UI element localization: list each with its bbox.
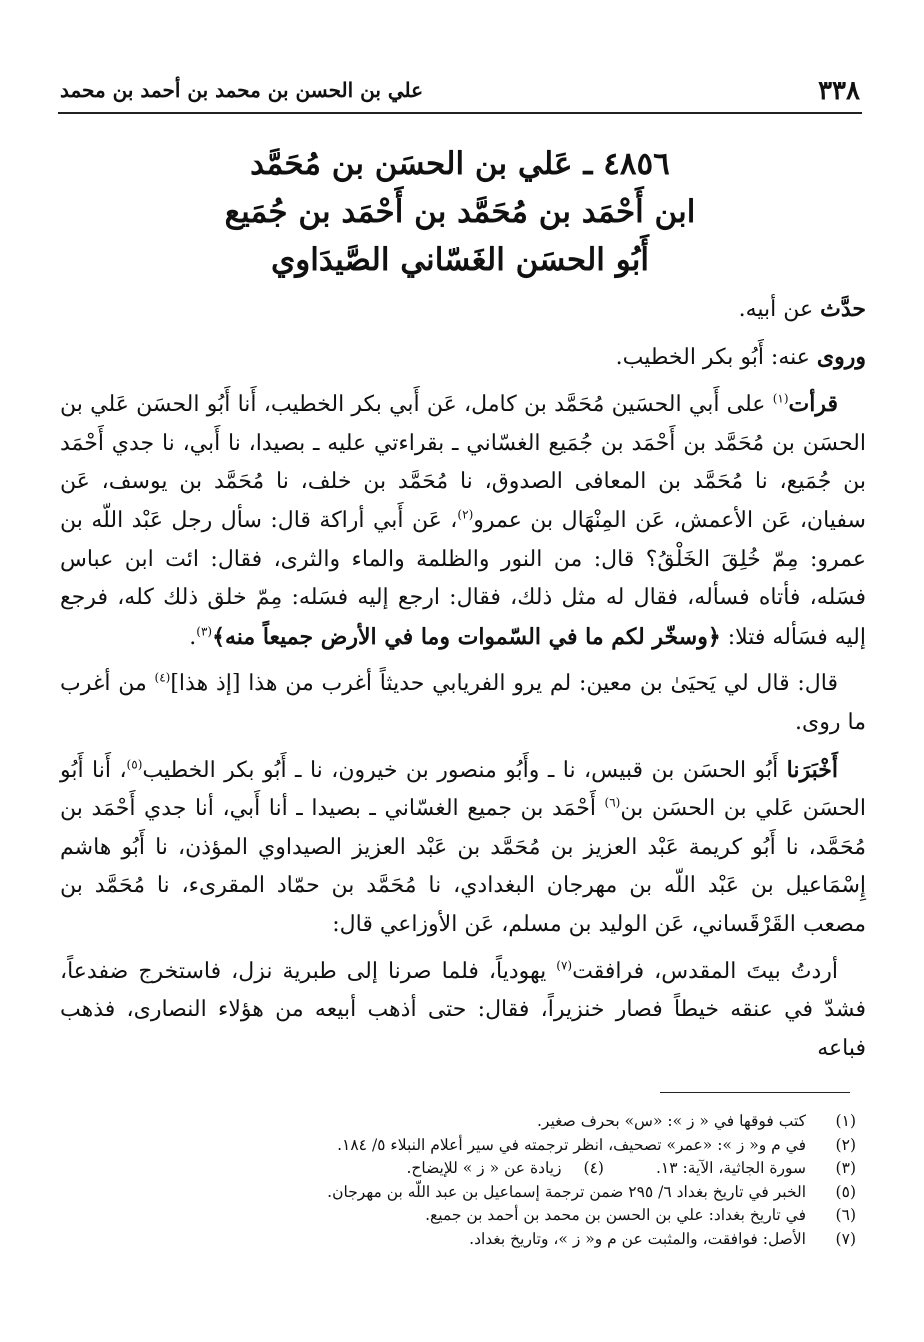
paragraph-text: على أَبي الحسَين مُحَمَّد بن كامل، عَن أَبي بكر الخطيب، أَنا أَبُو الحسَن عَلي بن الحسَن بن مُحَمَّد بن أَحْمَد بن جُمَيع الغسّاني ـ بقراءتي عليه ـ بصيدا، نا أَبي، نا جدي أَحْمَد بن جُمَيع، نا مُحَمَّد بن المعافى الصدوق، نا مُحَمَّد بن خلف، نا مُحَمَّد بن يوسف، عَن سفيان، عَن الأعمش، عَن المِنْهَال بن عمرو bbox=[60, 392, 866, 533]
footnote-ref-7[interactable]: (٧) bbox=[556, 958, 573, 973]
paragraph-5 bbox=[60, 751, 866, 945]
lead-word: أَخْبَرَنا bbox=[786, 756, 838, 783]
running-head: علي بن الحسن بن محمد بن أحمد بن محمد bbox=[60, 78, 424, 102]
footnote-number: (٤) bbox=[583, 1159, 604, 1178]
footnote-number: (١) bbox=[835, 1112, 856, 1130]
paragraph-4 bbox=[60, 665, 866, 742]
lead-word: قرأت bbox=[788, 391, 838, 418]
header-rule bbox=[58, 112, 862, 114]
paragraph-text: عنه: أَبُو بكر الخطيب. bbox=[615, 344, 817, 370]
footnote bbox=[66, 1204, 856, 1228]
paragraph-6 bbox=[60, 953, 866, 1069]
footnote-number: (٧) bbox=[835, 1229, 856, 1248]
paragraph-1 bbox=[60, 290, 866, 330]
paragraph-text: أردتُ بيتَ المقدس، فرافقت bbox=[572, 958, 838, 984]
paragraph-text: أَبُو الحسَن بن قبيس، نا ـ وأَبُو منصور بن خيرون، نا ـ أَبُو بكر الخطيب bbox=[142, 757, 787, 783]
footnote-text: في م و« ز »: «عمر» تصحيف، انظر ترجمته في سير أعلام النبلاء ٥/ ١٨٤. bbox=[337, 1135, 806, 1154]
main-text bbox=[60, 290, 866, 1068]
paragraph-2 bbox=[60, 338, 866, 378]
footnote-text: الخبر في تاريخ بغداد ٦/ ٢٩٥ ضمن ترجمة إسماعيل بن عبد اللّه بن مهرجان. bbox=[327, 1182, 806, 1201]
footnote bbox=[66, 1134, 856, 1158]
lead-word: وروى bbox=[816, 343, 866, 370]
footnote-ref-3[interactable]: (٣) bbox=[196, 624, 213, 639]
footnote-text: الأصل: فوافقت، والمثبت عن م و« ز »، وتاريخ بغداد. bbox=[469, 1229, 806, 1248]
paragraph-text: ، عَن أَبي أراكة قال: سأل رجل عَبْد اللّه بن عمرو: مِمّ خُلِقَ الخَلْقُ؟ قال: من النور والظلمة والماء والثرى، فقال: ائت ابن عباس فسَله، فأتاه فسأله، فقال له مثل ذلك، فقال: ارجع إليه فسَله: مِمّ خلق ذلك كله، فرجع إليه فسَأله فتلا: bbox=[60, 507, 866, 650]
footnote bbox=[66, 1110, 856, 1134]
footnote-ref-4[interactable]: (٤) bbox=[154, 671, 171, 686]
footnote bbox=[66, 1157, 856, 1181]
page-number: ٣٣٨ bbox=[818, 76, 860, 106]
quran-quote: ﴿وسخّر لكم ما في السّموات وما في الأرض جميعاً منه﴾ bbox=[212, 623, 721, 650]
title-line-3: أَبُو الحسَن الغَسّاني الصَّيدَاوي bbox=[271, 242, 649, 278]
footnote-number: (٣) bbox=[835, 1159, 856, 1178]
title-line-2: ابن أَحْمَد بن مُحَمَّد بن أَحْمَد بن جُمَيع bbox=[224, 194, 696, 230]
footnotes bbox=[66, 1110, 856, 1252]
footnote-text: كتب فوقها في « ز »: «س» بحرف صغير. bbox=[536, 1112, 806, 1130]
paragraph-text: يهودياً، فلما صرنا إلى طبرية نزل، فاستخرج ضفدعاً، فشدّ في عنقه خيطاً فصار خنزيراً، فقال: حتى أذهب أبيعه من هؤلاء النصارى، فذهب فباعه bbox=[60, 958, 866, 1061]
footnote-number: (٥) bbox=[835, 1182, 856, 1201]
footnote-text: في تاريخ بغداد: علي بن الحسن بن محمد بن أحمد بن جميع. bbox=[425, 1206, 806, 1225]
footnote-ref-2[interactable]: (٢) bbox=[457, 507, 474, 522]
lead-word: حدَّث bbox=[820, 296, 866, 322]
title-line-1: ٤٨٥٦ ـ عَلي بن الحسَن بن مُحَمَّد bbox=[250, 146, 670, 182]
footnote-ref-1[interactable]: (١) bbox=[772, 391, 789, 406]
footnote-number: (٢) bbox=[835, 1135, 856, 1154]
footnote-separator bbox=[660, 1092, 850, 1093]
paragraph-text: أَحْمَد بن جميع الغسّاني ـ بصيدا ـ أنا أَبي، أنا جدي أَحْمَد بن مُحَمَّد، نا أَبُو كريمة عَبْد العزيز بن مُحَمَّد بن عَبْد العزيز الصيداوي المؤذن، نا أَبُو هاشم إِسْمَاعيل بن عَبْد اللّه بن مهرجان البغدادي، نا مُحَمَّد بن حمّاد المقرىء، نا مُحَمَّد بن مصعب القَرْقَساني، عَن الوليد بن مسلم، عَن الأوزاعي قال: bbox=[60, 796, 866, 937]
footnote-text: زيادة عن « ز » للإيضاح. bbox=[406, 1159, 562, 1178]
paragraph-3 bbox=[60, 385, 866, 657]
footnote bbox=[66, 1181, 856, 1205]
paragraph-text: قال: قال لي يَحيَىٰ بن معين: لم يرو الفريابي حديثاً أغرب من هذا [إذ هذا] bbox=[170, 671, 838, 697]
entry-title bbox=[60, 140, 860, 284]
page-header bbox=[60, 70, 860, 110]
paragraph-text: ، أَنا أَبُو الحسَن عَلي بن الحسَن بن bbox=[60, 757, 866, 822]
paragraph-text: من أغرب ما روى. bbox=[60, 671, 866, 735]
footnote-ref-5[interactable]: (٥) bbox=[126, 757, 143, 772]
footnote-number: (٦) bbox=[835, 1206, 856, 1225]
footnote-text: سورة الجاثية، الآية: ١٣. bbox=[655, 1159, 806, 1178]
paragraph-text: . bbox=[189, 624, 197, 650]
footnote-ref-6[interactable]: (٦) bbox=[604, 795, 621, 810]
paragraph-text: عن أبيه. bbox=[738, 297, 821, 322]
footnote bbox=[66, 1228, 856, 1252]
